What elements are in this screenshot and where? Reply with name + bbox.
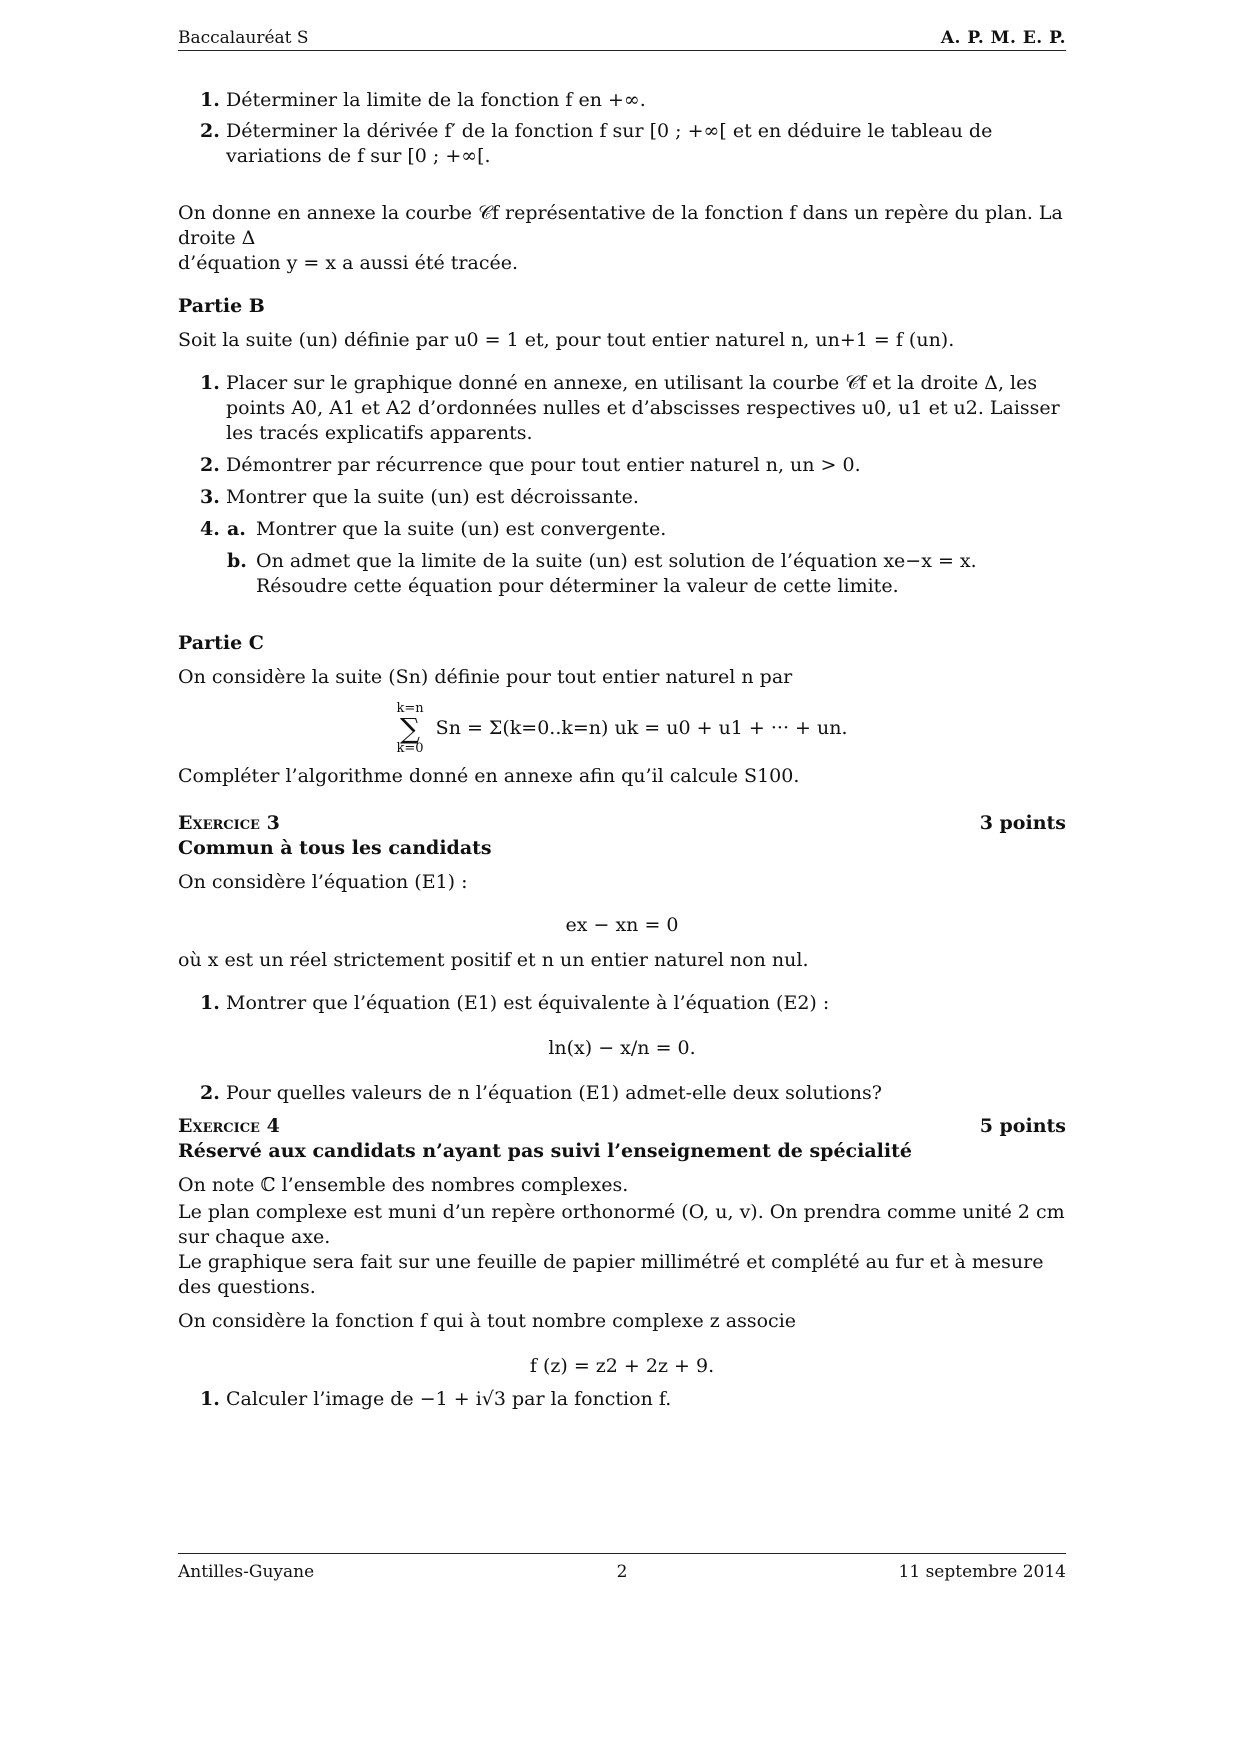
footer-left: Antilles-Guyane (178, 1562, 315, 1582)
exercise-4-question-1: 1. Calculer l’image de −1 + i√3 par la fonction f. (178, 1387, 1066, 1412)
exercise-4-line-3: Le graphique sera fait sur une feuille de papier millimétré et complété au fur et à mesure des questions. (178, 1251, 1044, 1298)
partA-q2-text: Déterminer la dérivée f′ de la fonction f sur [0 ; +∞[ et en déduire le tableau de variations de f sur [0 ; +∞[. (226, 120, 993, 167)
page-footer (178, 1553, 1066, 1584)
exercise-4-points: 5 points (979, 1115, 1066, 1137)
exercise-3-question-1: 1. Montrer que l’équation (E1) est équivalente à l’équation (E2) : (178, 991, 1066, 1016)
exercise-3-header (178, 811, 1066, 836)
page-header (178, 26, 1066, 51)
partB-question-4b: b. On admet que la limite de la suite (un) est solution de l’équation xe−x = x. Résoudre cette équation pour déterminer la valeur de cette limite. (178, 549, 1066, 599)
partB-intro: Soit la suite (un) définie par u0 = 1 et, pour tout entier naturel n, un+1 = f (un). (178, 329, 955, 351)
ex4-q1-text: Calculer l’image de −1 + i√3 par la fonction f. (226, 1388, 672, 1410)
partB-question-1: 1. Placer sur le graphique donné en annexe, en utilisant la courbe 𝒞f et la droite Δ, les points A0, A1 et A2 d’ordonnées nulles et d’abscisses respectives u0, u1 et u2. Laisser les tracés explicatifs apparents. (178, 371, 1066, 446)
partC-complete: Compléter l’algorithme donné en annexe afin qu’il calcule S100. (178, 765, 800, 787)
footer-right: 11 septembre 2014 (898, 1562, 1066, 1582)
exercise-4-subtitle: Réservé aux candidats n’ayant pas suivi l’enseignement de spécialité (178, 1140, 912, 1162)
main-content (178, 88, 1066, 1412)
partA-q1-text: Déterminer la limite de la fonction f en +∞. (226, 89, 646, 111)
partA-question-1: 1. Déterminer la limite de la fonction f en +∞. (178, 88, 1066, 113)
partB-question-3: 3. Montrer que la suite (un) est décroissante. (178, 485, 1066, 510)
header-left: Baccalauréat S (178, 28, 309, 48)
partB-q3-text: Montrer que la suite (un) est décroissante. (226, 486, 639, 508)
exercise-4-line-4: On considère la fonction f qui à tout nombre complexe z associe (178, 1310, 797, 1332)
exercise-4-equation: f (z) = z2 + 2z + 9. (529, 1355, 715, 1377)
partB-title: Partie B (178, 295, 265, 317)
partB-q4b-text: On admet que la limite de la suite (un) est solution de l’équation xe−x = x. (256, 550, 977, 572)
footer-page-number: 2 (616, 1562, 628, 1582)
partB-question-4a: 4. a. Montrer que la suite (un) est convergente. (178, 517, 1066, 542)
exercise-4-line-2: Le plan complexe est muni d’un repère orthonormé (O, u, v). On prendra comme unité 2 cm sur chaque axe. (178, 1201, 1065, 1248)
partA-question-2: 2. Déterminer la dérivée f′ de la fonction f sur [0 ; +∞[ et en déduire le tableau de variations de f sur [0 ; +∞[. (178, 119, 1066, 169)
ex3-q2-text: Pour quelles valeurs de n l’équation (E1) admet-elle deux solutions? (226, 1082, 882, 1104)
exercise-3-intro: On considère l’équation (E1) : (178, 871, 468, 893)
header-right: A. P. M. E. P. (940, 28, 1066, 48)
exercise-3-title: Exercice 3 (178, 812, 280, 834)
annexe-line-1: On donne en annexe la courbe 𝒞f représentative de la fonction f dans un repère du plan. La droite Δ (178, 202, 1063, 249)
exercise-3-question-2: 2. Pour quelles valeurs de n l’équation (E1) admet-elle deux solutions? (178, 1081, 1066, 1106)
sigma-notation: k=n ∑ k=0 (396, 701, 424, 756)
exercise-3-points: 3 points (979, 812, 1066, 834)
sum-formula-text: Sn = Σ(k=0..k=n) uk = u0 + u1 + ··· + un. (435, 717, 848, 739)
partC-title: Partie C (178, 632, 264, 654)
exercise-3-equation-2: ln(x) − x/n = 0. (548, 1037, 696, 1059)
partC-sum-formula (178, 702, 1066, 756)
exercise-3-where: où x est un réel strictement positif et n un entier naturel non nul. (178, 949, 809, 971)
exercise-3-equation: ex − xn = 0 (565, 914, 679, 936)
partB-q4a-text: Montrer que la suite (un) est convergente. (256, 518, 667, 540)
partB-q4b-text2: Résoudre cette équation pour déterminer la valeur de cette limite. (256, 575, 899, 597)
exercise-4-header (178, 1114, 1066, 1139)
ex3-q1-text: Montrer que l’équation (E1) est équivalente à l’équation (E2) : (226, 992, 830, 1014)
partB-question-2: 2. Démontrer par récurrence que pour tout entier naturel n, un > 0. (178, 453, 1066, 478)
exercise-3-subtitle: Commun à tous les candidats (178, 837, 492, 859)
partB-q1-text: Placer sur le graphique donné en annexe, en utilisant la courbe 𝒞f et la droite Δ, les points A0, A1 et A2 d’ordonnées nulles et d’abscisses respectives u0, u1 et u2. Laisser les tracés explicatifs apparents. (226, 372, 1060, 444)
partB-q2-text: Démontrer par récurrence que pour tout entier naturel n, un > 0. (226, 454, 861, 476)
partC-intro: On considère la suite (Sn) définie pour tout entier naturel n par (178, 666, 793, 688)
exercise-4-title: Exercice 4 (178, 1115, 280, 1137)
exercise-4-line-1: On note ℂ l’ensemble des nombres complexes. (178, 1174, 629, 1196)
annexe-line-2: d’équation y = x a aussi été tracée. (178, 252, 519, 274)
